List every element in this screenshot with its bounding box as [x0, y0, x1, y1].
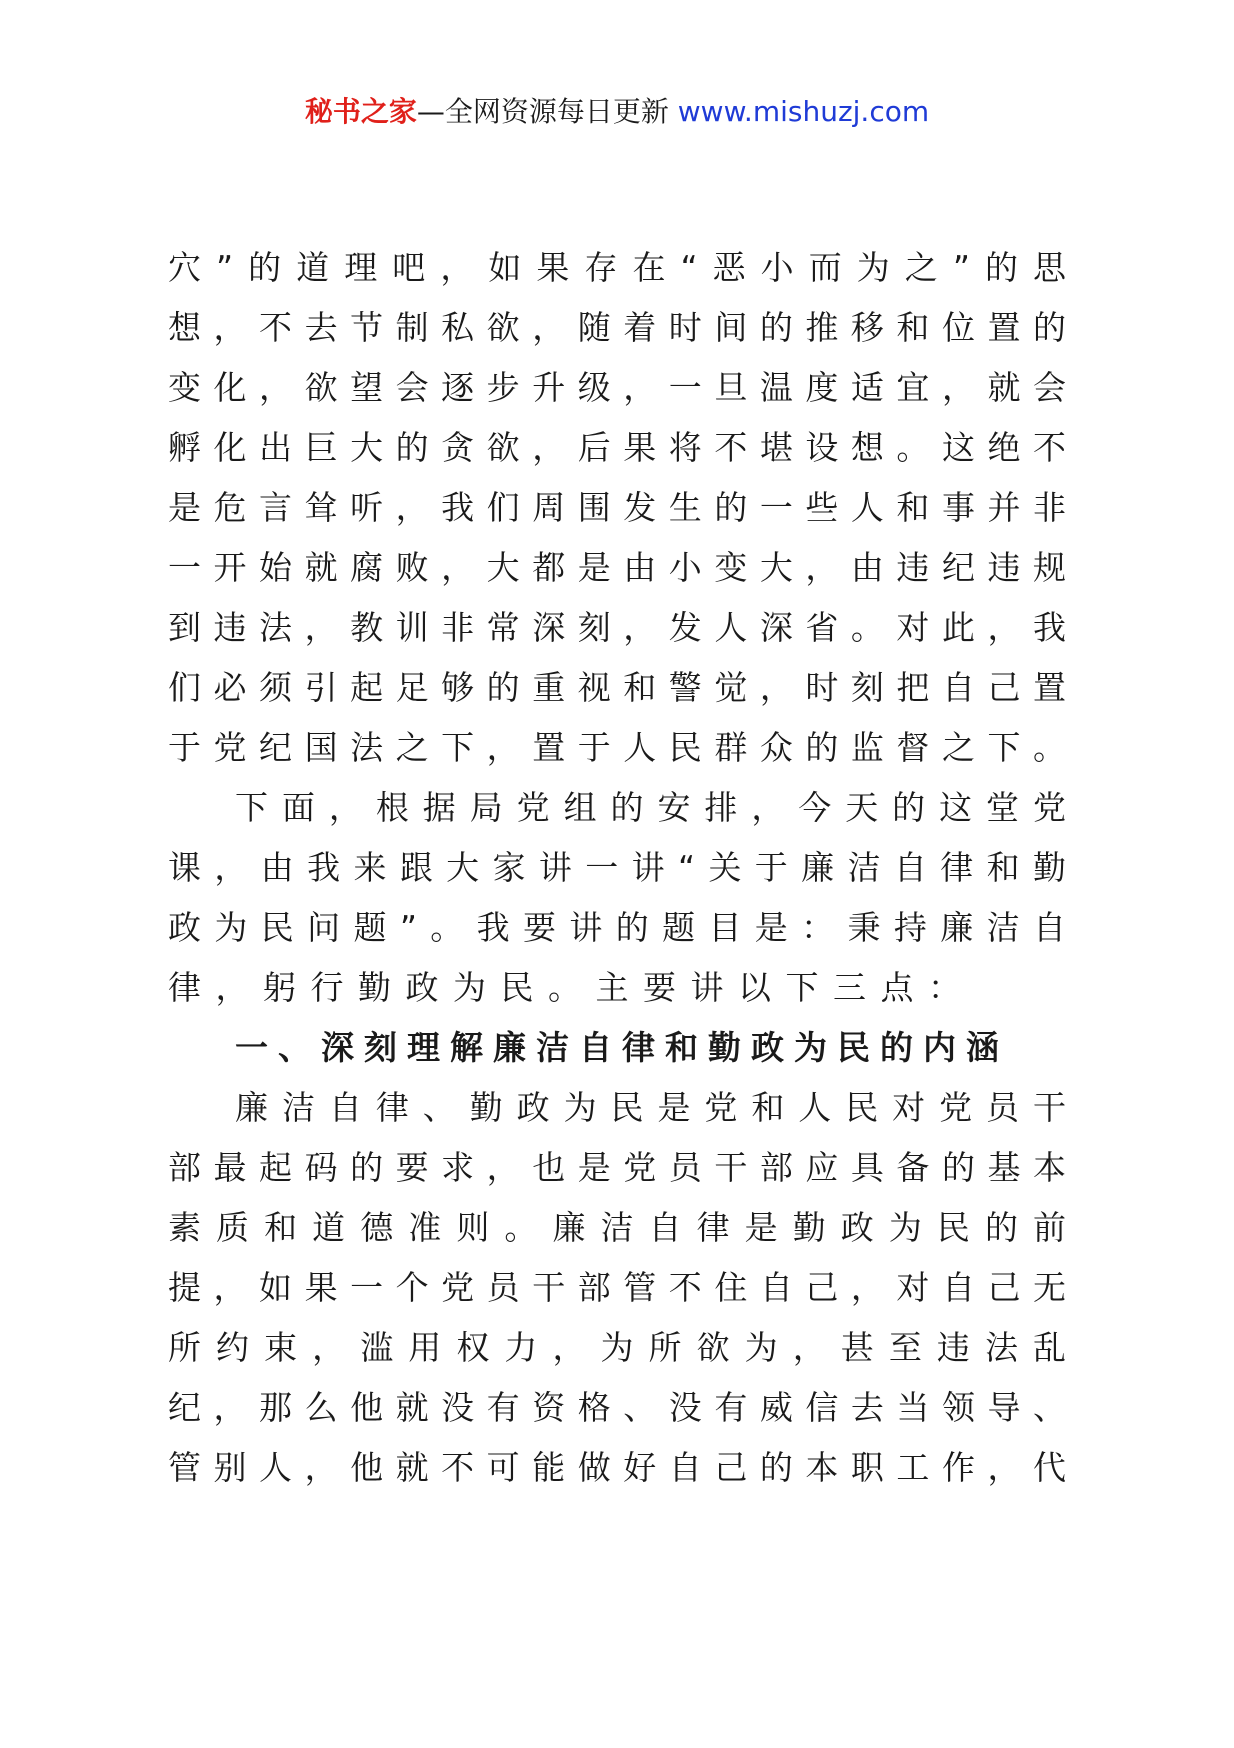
site-url[interactable]: www.mishuzj.com — [677, 95, 930, 128]
text-line: 穴”的道理吧，如果存在“恶小而为之”的思 — [168, 248, 1068, 287]
text-line: 课，由我来跟大家讲一讲“关于廉洁自律和勤 — [168, 848, 1068, 887]
document-body — [168, 238, 1068, 1498]
text-line: 管别人，他就不可能做好自己的本职工作，代 — [168, 1448, 1068, 1487]
text-line: 所约束，滥用权力，为所欲为，甚至违法乱 — [168, 1328, 1068, 1367]
text-line: 是危言耸听，我们周围发生的一些人和事并非 — [168, 488, 1068, 527]
text-line: 一开始就腐败，大都是由小变大，由违纪违规 — [168, 548, 1068, 587]
section-heading: 一、深刻理解廉洁自律和勤政为民的内涵 — [235, 1028, 1009, 1067]
text-line: 提，如果一个党员干部管不住自己，对自己无 — [168, 1268, 1068, 1307]
paragraph-start-line: 廉洁自律、勤政为民是党和人民对党员干 — [235, 1088, 1068, 1127]
text-line: 政为民问题”。我要讲的题目是：秉持廉洁自 — [168, 908, 1068, 947]
text-line: 律，躬行勤政为民。主要讲以下三点： — [168, 968, 976, 1007]
paragraph-start-line: 下面，根据局党组的安排，今天的这堂党 — [235, 788, 1068, 827]
text-line: 变化，欲望会逐步升级，一旦温度适宜，就会 — [168, 368, 1068, 407]
text-line: 到违法，教训非常深刻，发人深省。对此，我 — [168, 608, 1068, 647]
brand-name: 秘书之家 — [304, 95, 417, 128]
header-tagline: —全网资源每日更新 — [416, 95, 678, 128]
text-line: 们必须引起足够的重视和警觉，时刻把自己置 — [168, 668, 1068, 707]
text-line: 孵化出巨大的贪欲，后果将不堪设想。这绝不 — [168, 428, 1068, 467]
text-line: 纪，那么他就没有资格、没有威信去当领导、 — [168, 1388, 1068, 1427]
text-line: 素质和道德准则。廉洁自律是勤政为民的前 — [168, 1208, 1068, 1247]
site-header — [0, 92, 1234, 132]
text-line: 于党纪国法之下，置于人民群众的监督之下。 — [168, 728, 1068, 767]
text-line: 想，不去节制私欲，随着时间的推移和位置的 — [168, 308, 1068, 347]
text-line: 部最起码的要求，也是党员干部应具备的基本 — [168, 1148, 1068, 1187]
